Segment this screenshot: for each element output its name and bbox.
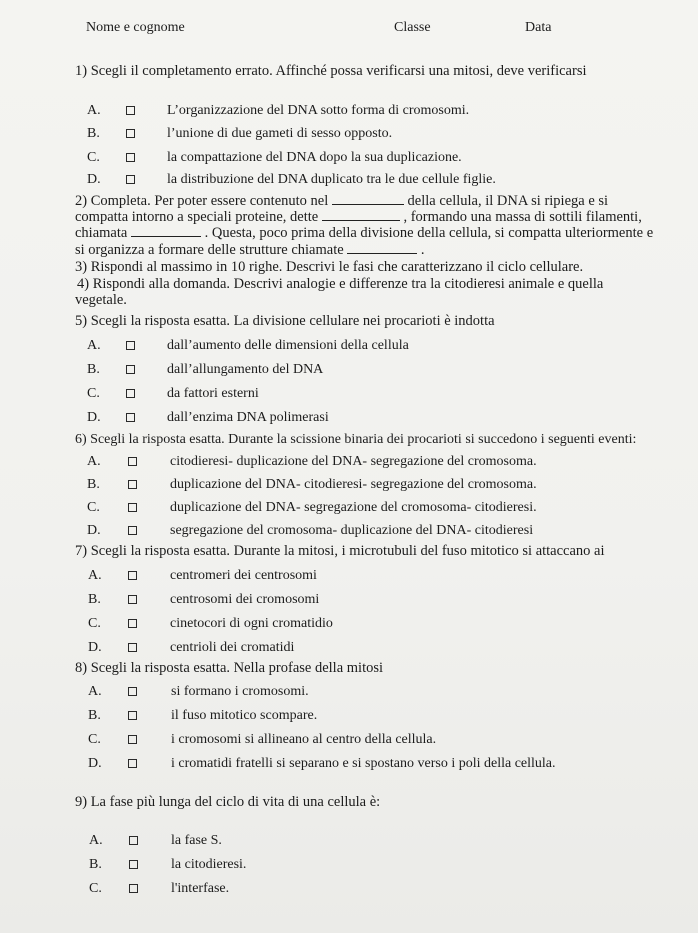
option-letter: A.	[88, 568, 102, 583]
option-text: L’organizzazione del DNA sotto forma di cromosomi.	[167, 103, 470, 118]
option-letter: B.	[89, 857, 102, 872]
checkbox-icon[interactable]	[126, 341, 135, 350]
question-4-line-1: 4) Rispondi alla domanda. Descrivi analogie e differenze tra la citodieresi animale e quella	[77, 276, 604, 292]
header	[0, 20, 698, 40]
question-4-line-2: vegetale.	[75, 292, 127, 308]
q2-text: della cellula, il DNA si ripiega e si	[407, 193, 609, 209]
option-letter: D.	[88, 756, 102, 771]
question-2-line-1	[75, 193, 608, 209]
question-8-prompt: 8) Scegli la risposta esatta. Nella profase della mitosi	[75, 660, 384, 676]
q2-text: 2) Completa. Per poter essere contenuto nel	[75, 193, 329, 209]
option-text: cinetocori di ogni cromatidio	[170, 616, 333, 631]
option-letter: D.	[87, 523, 101, 538]
option-text: la fase S.	[171, 833, 222, 848]
option-letter: C.	[87, 500, 100, 515]
checkbox-icon[interactable]	[128, 595, 137, 604]
option-letter: B.	[88, 708, 101, 723]
q2-text: . Questa, poco prima della divisione della cellula, si compatta ulteriormente e	[204, 225, 654, 241]
q2-text: compatta intorno a speciali proteine, dette	[75, 209, 319, 225]
date-label: Data	[525, 20, 552, 35]
option-text: l’unione di due gameti di sesso opposto.	[167, 126, 393, 141]
q2-text: si organizza a formare delle strutture chiamate	[75, 242, 344, 258]
option-letter: A.	[89, 833, 103, 848]
option-letter: D.	[87, 172, 101, 187]
option-text: segregazione del cromosoma- duplicazione del DNA- citodieresi	[170, 523, 534, 538]
q2-text: chiamata	[75, 225, 128, 241]
checkbox-icon[interactable]	[128, 619, 137, 628]
question-2-line-4	[75, 242, 425, 258]
checkbox-icon[interactable]	[128, 711, 137, 720]
option-text: centrosomi dei cromosomi	[170, 592, 320, 607]
checkbox-icon[interactable]	[126, 389, 135, 398]
checkbox-icon[interactable]	[128, 571, 137, 580]
name-label: Nome e cognome	[86, 20, 185, 35]
question-9-prompt: 9) La fase più lunga del ciclo di vita di una cellula è:	[75, 794, 381, 810]
option-text: da fattori esterni	[167, 386, 259, 401]
question-3-prompt: 3) Rispondi al massimo in 10 righe. Descrivi le fasi che caratterizzano il ciclo cellulare.	[75, 259, 584, 275]
option-text: citodieresi- duplicazione del DNA- segregazione del cromosoma.	[170, 454, 537, 469]
question-7-prompt: 7) Scegli la risposta esatta. Durante la mitosi, i microtubuli del fuso mitotico si attaccano ai	[75, 543, 605, 559]
option-text: i cromatidi fratelli si separano e si spostano verso i poli della cellula.	[171, 756, 556, 771]
checkbox-icon[interactable]	[128, 503, 137, 512]
option-text: si formano i cromosomi.	[171, 684, 309, 699]
q2-blank-1[interactable]	[332, 193, 404, 205]
checkbox-icon[interactable]	[128, 759, 137, 768]
option-letter: D.	[88, 640, 102, 655]
option-letter: B.	[87, 477, 100, 492]
option-text: dall’enzima DNA polimerasi	[167, 410, 329, 425]
option-letter: C.	[88, 616, 101, 631]
checkbox-icon[interactable]	[126, 129, 135, 138]
checkbox-icon[interactable]	[126, 365, 135, 374]
option-text: la citodieresi.	[171, 857, 247, 872]
q2-blank-3[interactable]	[131, 225, 201, 237]
option-text: la distribuzione del DNA duplicato tra le due cellule figlie.	[167, 172, 496, 187]
question-6-prompt: 6) Scegli la risposta esatta. Durante la scissione binaria dei procarioti si succedono i seguenti eventi:	[75, 432, 637, 447]
checkbox-icon[interactable]	[128, 526, 137, 535]
option-letter: D.	[87, 410, 101, 425]
option-text: i cromosomi si allineano al centro della cellula.	[171, 732, 437, 747]
checkbox-icon[interactable]	[129, 884, 138, 893]
option-letter: C.	[87, 150, 100, 165]
option-text: centromeri dei centrosomi	[170, 568, 317, 583]
option-letter: C.	[87, 386, 100, 401]
checkbox-icon[interactable]	[126, 153, 135, 162]
q2-blank-2[interactable]	[322, 209, 400, 221]
option-text: l'interfase.	[171, 881, 230, 896]
checkbox-icon[interactable]	[129, 836, 138, 845]
checkbox-icon[interactable]	[128, 687, 137, 696]
q2-text: , formando una massa di sottili filamenti,	[403, 209, 642, 225]
class-label: Classe	[394, 20, 431, 35]
checkbox-icon[interactable]	[128, 480, 137, 489]
option-text: la compattazione del DNA dopo la sua duplicazione.	[167, 150, 462, 165]
option-letter: B.	[88, 592, 101, 607]
checkbox-icon[interactable]	[128, 735, 137, 744]
option-letter: B.	[87, 362, 100, 377]
option-letter: C.	[89, 881, 102, 896]
option-text: centrioli dei cromatidi	[170, 640, 295, 655]
question-1-prompt: 1) Scegli il completamento errato. Affinché possa verificarsi una mitosi, deve verificarsi	[75, 63, 587, 79]
option-text: il fuso mitotico scompare.	[171, 708, 318, 723]
option-letter: A.	[87, 338, 101, 353]
question-5-prompt: 5) Scegli la risposta esatta. La divisione cellulare nei procarioti è indotta	[75, 313, 495, 329]
option-letter: A.	[88, 684, 102, 699]
option-text: duplicazione del DNA- segregazione del cromosoma- citodieresi.	[170, 500, 537, 515]
checkbox-icon[interactable]	[126, 175, 135, 184]
checkbox-icon[interactable]	[128, 457, 137, 466]
checkbox-icon[interactable]	[126, 106, 135, 115]
q2-text: .	[420, 242, 425, 258]
checkbox-icon[interactable]	[126, 413, 135, 422]
option-text: dall’allungamento del DNA	[167, 362, 324, 377]
q2-blank-4[interactable]	[347, 242, 417, 254]
option-letter: B.	[87, 126, 100, 141]
option-letter: C.	[88, 732, 101, 747]
question-2-line-3	[75, 225, 653, 241]
question-2-line-2	[75, 209, 642, 225]
checkbox-icon[interactable]	[129, 860, 138, 869]
option-letter: A.	[87, 454, 101, 469]
option-text: dall’aumento delle dimensioni della cellula	[167, 338, 409, 353]
option-letter: A.	[87, 103, 101, 118]
checkbox-icon[interactable]	[128, 643, 137, 652]
option-text: duplicazione del DNA- citodieresi- segregazione del cromosoma.	[170, 477, 537, 492]
